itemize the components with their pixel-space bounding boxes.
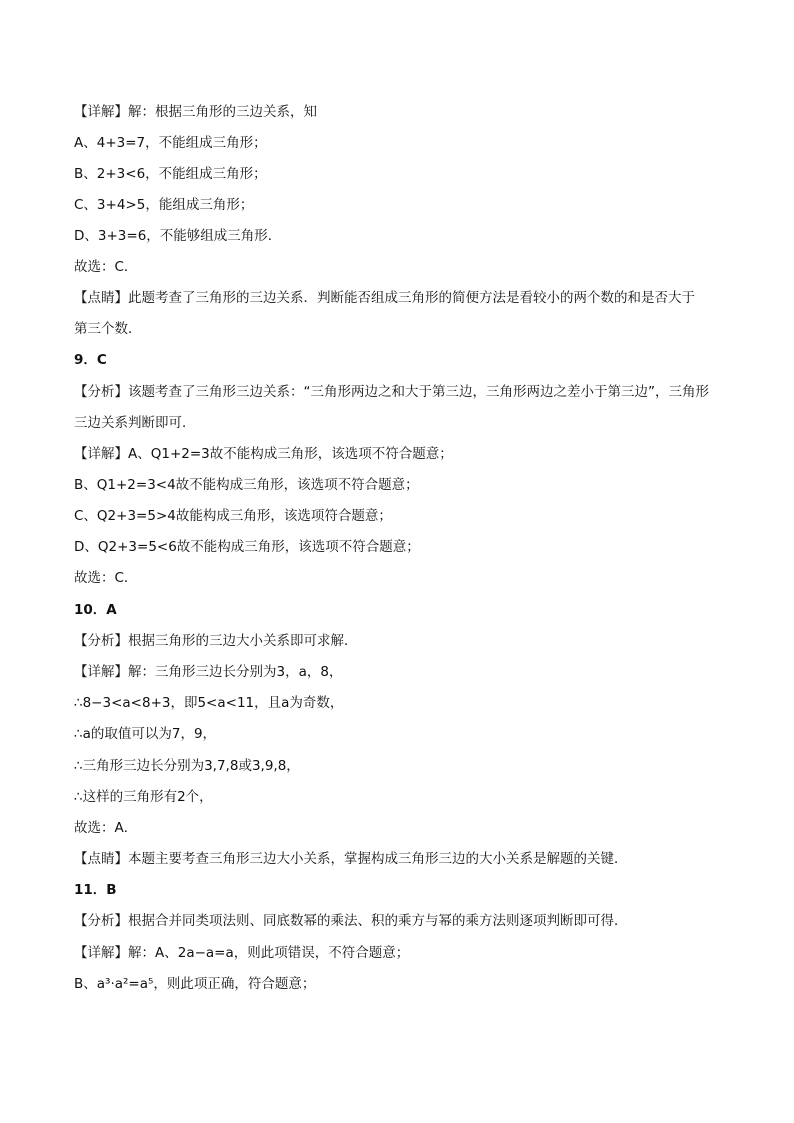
text-line: B、2+3<6，不能组成三角形； bbox=[74, 166, 267, 182]
text-line: C、3+4>5，能组成三角形； bbox=[74, 197, 254, 213]
text-line: 【详解】解：三角形三边长分别为3，a，8， bbox=[74, 664, 343, 680]
text-line: ∴这样的三角形有2个， bbox=[74, 789, 213, 805]
text-line: 故选：C． bbox=[74, 259, 138, 275]
text-line: D、Q2+3=5<6故不能构成三角形，该选项不符合题意； bbox=[74, 539, 420, 555]
text-line: 【详解】A、Q1+2=3故不能构成三角形，该选项不符合题意； bbox=[74, 446, 453, 462]
text-line: 故选：C． bbox=[74, 570, 138, 586]
text-line: ∴三角形三边长分别为3,7,8或3,9,8， bbox=[74, 758, 300, 774]
question-number: 11．B bbox=[74, 882, 117, 898]
question-number: 10．A bbox=[74, 602, 117, 618]
text-line: B、a³·a²=a⁵，则此项正确，符合题意； bbox=[74, 976, 316, 992]
text-line: A、4+3=7，不能组成三角形； bbox=[74, 135, 267, 151]
text-line: B、Q1+2=3<4故不能构成三角形，该选项不符合题意； bbox=[74, 477, 419, 493]
text-line: ∴a的取值可以为7，9， bbox=[74, 726, 217, 742]
text-line: 【分析】根据合并同类项法则、同底数幂的乘法、积的乘方与幂的乘方法则逐项判断即可得． bbox=[74, 913, 628, 929]
text-line: 【点睛】本题主要考查三角形三边大小关系，掌握构成三角形三边的大小关系是解题的关键． bbox=[74, 851, 628, 867]
text-line: ∴8−3<a<8+3，即5<a<11，且a为奇数， bbox=[74, 695, 344, 711]
text-line: 【点睛】此题考查了三角形的三边关系．判断能否组成三角形的简便方法是看较小的两个数的和是否大于 bbox=[74, 290, 695, 306]
text-line: C、Q2+3=5>4故能构成三角形，该选项符合题意； bbox=[74, 508, 392, 524]
text-line: 故选：A． bbox=[74, 820, 138, 836]
text-line: 【分析】该题考查了三角形三边关系：“三角形两边之和大于第三边，三角形两边之差小于第三边”，三角形 bbox=[74, 384, 709, 400]
text-line: 【详解】解：根据三角形的三边关系，知 bbox=[74, 104, 317, 120]
text-line: 第三个数． bbox=[74, 321, 142, 337]
text-line: 【详解】解：A、2a−a=a，则此项错误，不符合题意； bbox=[74, 945, 410, 961]
text-line: 【分析】根据三角形的三边大小关系即可求解． bbox=[74, 633, 358, 649]
text-line: D、3+3=6，不能够组成三角形． bbox=[74, 228, 282, 244]
text-line: 三边关系判断即可． bbox=[74, 415, 196, 431]
question-number: 9．C bbox=[74, 352, 107, 368]
